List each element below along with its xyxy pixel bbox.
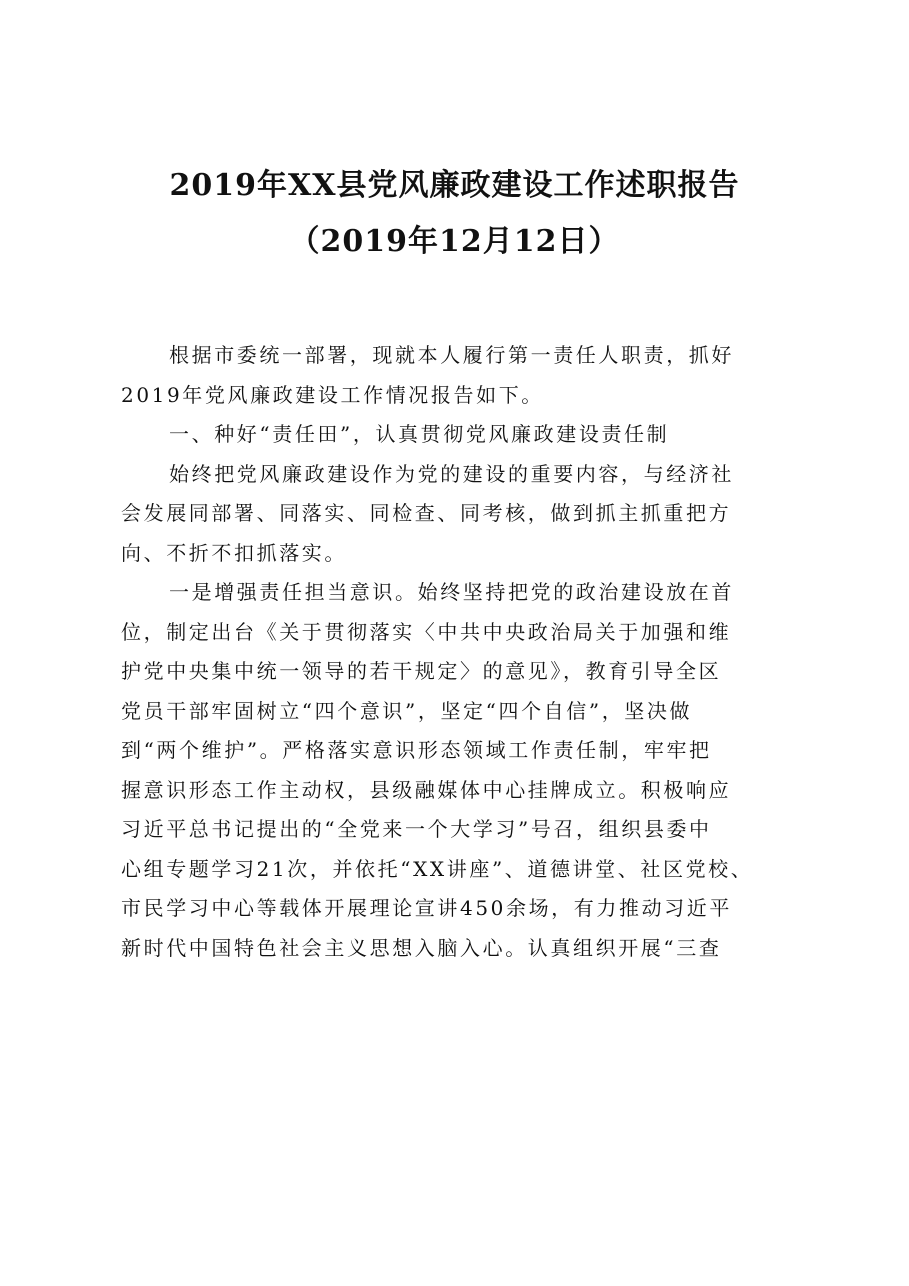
section-heading <box>121 415 811 455</box>
text-line: 市民学习中心等载体开展理论宣讲450余场，有力推动习近平 <box>121 896 732 920</box>
text-line: 习近平总书记提出的“全党来一个大学习”号召，组织县委中 <box>121 817 712 841</box>
text-line: 2019年党风廉政建设工作情况报告如下。 <box>121 382 544 407</box>
document-body <box>121 336 811 968</box>
document-date: （2019年12月12日） <box>289 224 620 259</box>
text-line: 党员干部牢固树立“四个意识”，坚定“四个自信”，坚决做 <box>121 698 693 723</box>
text-line: 向、不折不扣抓落实。 <box>121 540 347 565</box>
text-line: 会发展同部署、同落实、同检查、同考核，做到抓主抓重把方 <box>121 501 732 525</box>
text-line: 始终把党风廉政建设作为党的建设的重要内容，与经济社 <box>169 461 734 486</box>
text-line: 一是增强责任担当意识。始终坚持把党的政治建设放在首 <box>169 580 734 604</box>
text-line: 新时代中国特色社会主义思想入脑入心。认真组织开展“三查 <box>121 935 722 960</box>
text-line: 位，制定出台《关于贯彻落实〈中共中央政治局关于加强和维 <box>121 619 732 644</box>
text-line: 根据市委统一部署，现就本人履行第一责任人职责，抓好 <box>169 343 734 367</box>
text-line: 心组专题学习21次，并依托“XX讲座”、道德讲堂、社区党校、 <box>121 856 754 881</box>
paragraph-intro <box>121 336 811 415</box>
paragraph-overview <box>121 455 811 574</box>
paragraph-responsibility <box>121 573 811 968</box>
text-line: 一、种好“责任田”，认真贯彻党风廉政建设责任制 <box>169 422 670 446</box>
text-line: 护党中央集中统一领导的若干规定〉的意见》，教育引导全区 <box>121 659 722 683</box>
text-line: 握意识形态工作主动权，县级融媒体中心挂牌成立。积极响应 <box>121 777 732 802</box>
document-title: 2019年XX县党风廉政建设工作述职报告 <box>169 168 740 203</box>
text-line: 到“两个维护”。严格落实意识形态领域工作责任制，牢牢把 <box>121 738 712 762</box>
